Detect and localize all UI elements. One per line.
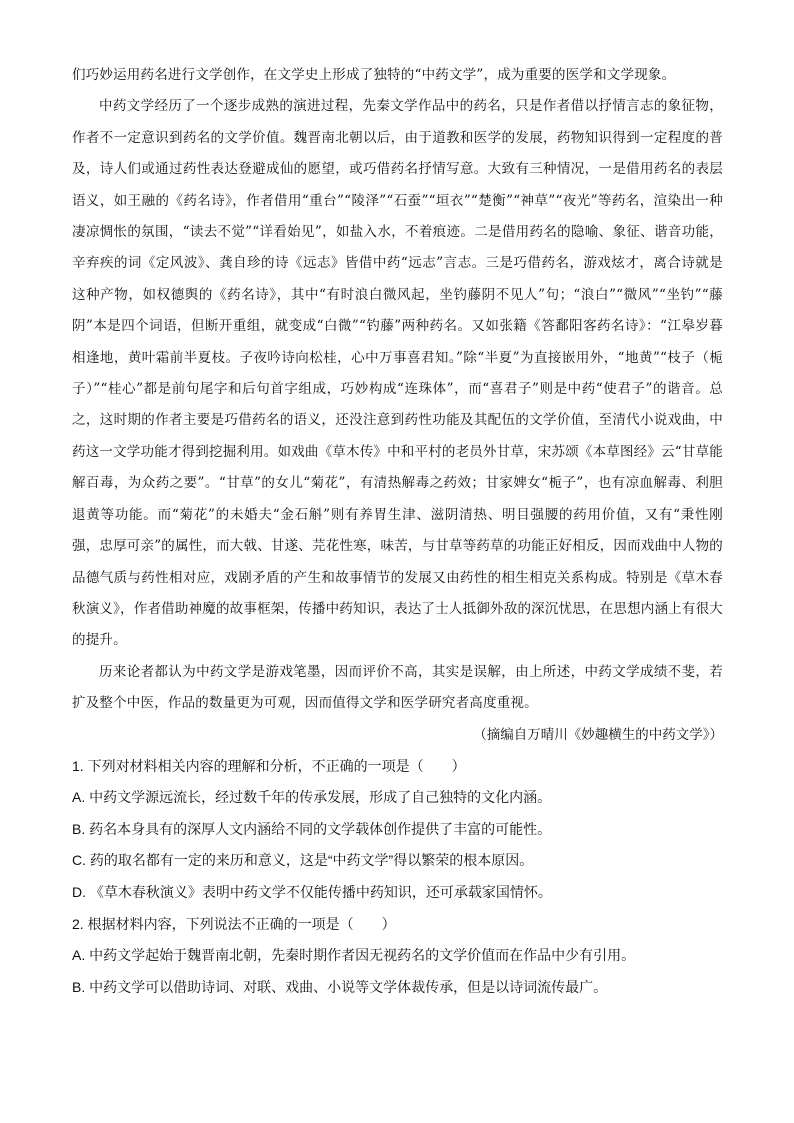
option-a: A. 中药文学源远流长，经过数千年的传承发展，形成了自己独特的文化内涵。	[72, 789, 552, 806]
option-d: D. 《草木春秋演义》表明中药文学不仅能传播中药知识，还可承载家国情怀。	[72, 883, 552, 900]
passage-paragraph-3: 历来论者都认为中药文学是游戏笔墨，因而评价不高，其实是误解，由上所述，中药文学成绩不斐，若扩及整个中医，作品的数量更为可观，因而值得文学和医学研究者高度重视。	[72, 663, 723, 712]
question-1	[72, 751, 723, 909]
question-stem: 1. 下列对材料相关内容的理解和分析，不正确的一项是（ ）	[72, 757, 466, 774]
document-page	[72, 60, 723, 1003]
question-stem: 2. 根据材料内容，下列说法不正确的一项是（ ）	[72, 915, 396, 932]
option-c: C. 药的取名都有一定的来历和意义，这是“中药文学”得以繁荣的根本原因。	[72, 852, 534, 869]
option-a: A. 中药文学起始于魏晋南北朝，先秦时期作者因无视药名的文学价值而在作品中少有引用。	[72, 947, 636, 964]
passage-paragraph-1-tail: 们巧妙运用药名进行文学创作，在文学史上形成了独特的“中药文学”，成为重要的医学和文学现象。	[72, 67, 676, 83]
passage-paragraph-2: 中药文学经历了一个逐步成熟的演进过程，先秦文学作品中的药名，只是作者借以抒情言志的象征物，作者不一定意识到药名的文学价值。魏晋南北朝以后，由于道教和医学的发展，药物知识得到一定程度的普及，诗人们或通过药性表达登避成仙的愿望，或巧借药名抒情写意。大致有三种情况，一是借用药名的表层语义，如王融的《药名诗》，作者借用“重台”“陵泽”“石蚕”“垣衣”“楚衡”“神草”“夜光”等药名，渲染出一种凄凉惆怅的氛围，“读去不觉”“详看始见”，如盐入水，不着痕迹。二是借用药名的隐喻、象征、谐音功能，辛弃疾的词《定风波》、龚自珍的诗《远志》皆借中药“远志”言志。三是巧借药名，游戏炫才，离合诗就是这种产物，如权德舆的《药名诗》，其中“有时浪白微风起，坐钓藤阴不见人”句；“浪白”“微风”“坐钓”“藤阴”本是四个词语，但断开重组，就变成“白微”“钓藤”两种药名。又如张籍《答鄱阳客药名诗》：“江皋岁暮相逢地，黄叶霜前半夏枝。子夜吟诗向松桂，心中万事喜君知。”除“半夏”为直接嵌用外，“地黄”“枝子（栀子）”“桂心”都是前句尾字和后句首字组成，巧妙构成“连珠体”，而“喜君子”则是中药“使君子”的谐音。总之，这时期的作者主要是巧借药名的语义，还没注意到药性功能及其配伍的文学价值，至清代小说戏曲，中药这一文学功能才得到挖掘利用。如戏曲《草木传》中和平村的老员外甘草，宋苏颂《本草图经》云“甘草能解百毒，为众药之要”。“甘草”的女儿“菊花”，有清热解毒之药效；甘家婢女“栀子”，也有凉血解毒、利胆退黄等功能。而“菊花”的未婚夫“金石斛”则有养胃生津、滋阴清热、明目强腰的药用价值，又有“秉性刚强，忠厚可亲”的属性，而大戟、甘遂、芫花性寒，味苦，与甘草等药草的功能正好相反，因而戏曲中人物的品德气质与药性相对应，戏剧矛盾的产生和故事情节的发展又由药性的相生相克关系构成。特别是《草木春秋演义》，作者借助神魔的故事框架，传播中药知识，表达了士人抵御外敌的深沉忧思，在思想内涵上有很大的提升。	[72, 98, 724, 649]
passage-source: （摘编自万晴川《妙趣横生的中药文学》）	[473, 726, 723, 743]
question-2	[72, 909, 723, 1004]
option-b: B. 中药文学可以借助诗词、对联、戏曲、小说等文学体裁传承，但是以诗词流传最广。	[72, 978, 608, 995]
option-b: B. 药名本身具有的深厚人文内涵给不同的文学载体创作提供了丰富的可能性。	[72, 820, 552, 837]
